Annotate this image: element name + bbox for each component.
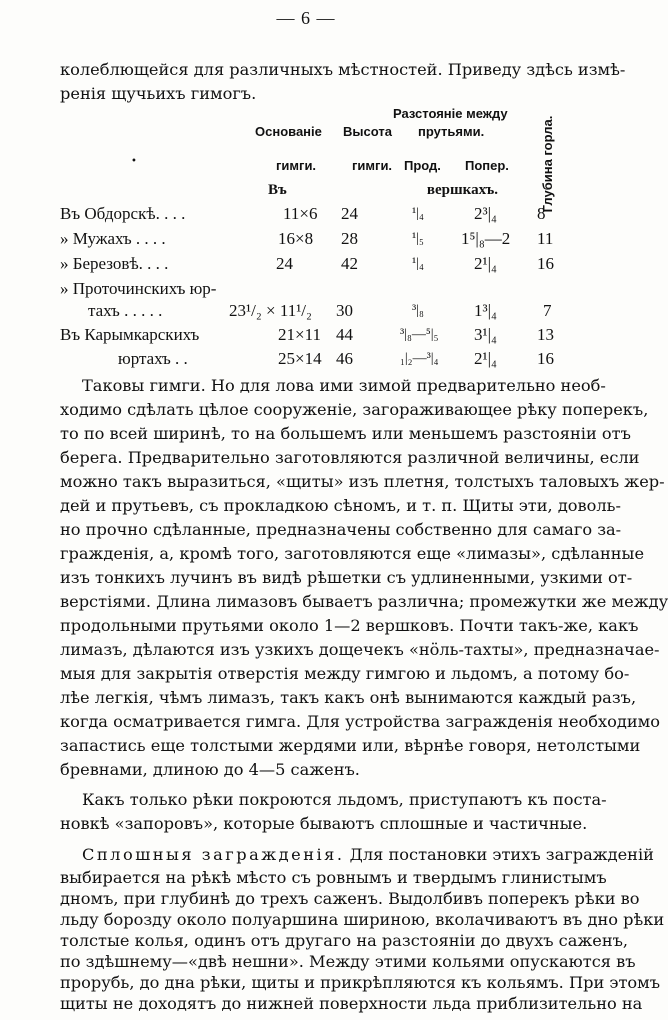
subheader-base: гимги. — [276, 158, 317, 173]
row-base: 24 — [276, 254, 293, 273]
row-depth: 7 — [543, 301, 552, 320]
paragraph-1-line: дей и прутьевъ, съ прокладкою сѣномъ, и т. п. Щиты эти, доволь- — [60, 496, 621, 515]
subheader-cross: Попер. — [465, 158, 509, 173]
units-label: Въ вершкахъ. — [268, 182, 498, 198]
paragraph-2-line: новкѣ «запоровъ», которые бываютъ сплошные и частичные. — [60, 814, 588, 833]
row-depth: 8 — [537, 204, 546, 223]
header-depth-vertical: Глубина горла. — [540, 115, 555, 213]
paragraph-3-line: толстые колья, одинъ отъ другаго на разстояніи до двухъ саженъ, — [60, 931, 629, 950]
paragraph-3-line: дномъ, при глубинѣ до трехъ саженъ. Выдолбивъ поперекъ рѣки во — [60, 889, 640, 908]
paragraph-1-line: гражденія, а, кромѣ того, заготовляются еще «лимазы», сдѣланные — [60, 544, 645, 563]
row-base: 11×6 — [283, 204, 318, 223]
paragraph-1-line: но прочно сдѣланные, предназначены собственно для самаго за- — [60, 520, 622, 539]
paragraph-1-line: берега. Предварительно заготовляются различной величины, если — [60, 448, 640, 467]
paragraph-1-line: запастись еще толстыми жердями или, вѣрнѣе говоря, нетолстыми — [60, 736, 641, 755]
paragraph-1-line: бревнами, длиною до 4—5 саженъ. — [60, 760, 360, 779]
row-cross: 1⁵|₈—2 — [461, 229, 511, 248]
row-long: ₁|₂—³|₄ — [400, 351, 439, 366]
row-height: 44 — [336, 325, 353, 344]
row-height: 28 — [341, 229, 358, 248]
subheader-height: гимги. — [352, 158, 393, 173]
paragraph-3-line: выбирается на рѣкѣ мѣсто съ ровнымъ и твердымъ глинистымъ — [60, 868, 607, 887]
row-height: 24 — [341, 204, 358, 223]
row-place: » Мужахъ . . . . — [60, 229, 166, 248]
paragraph-1-line: мыя для закрытія отверстія между гимгою и льдомъ, а потому бо- — [60, 664, 630, 683]
row-long: ³|₈—⁵|₅ — [400, 327, 439, 342]
header-base: Основаніе — [255, 124, 322, 139]
row-long: ¹|₄ — [412, 206, 424, 221]
row-place: » Березовѣ. . . . — [60, 254, 169, 273]
row-depth: 16 — [537, 349, 554, 368]
row-place: юртахъ . . — [118, 349, 188, 368]
paragraph-3-line: прорубь, до дна рѣки, щиты и прикрѣпляются къ кольямъ. При этомъ — [60, 973, 661, 992]
row-base: 21×11 — [278, 325, 321, 344]
row-depth: 16 — [537, 254, 554, 273]
paragraph-3-first-line: Сплошныя загражденія. Для постановки этихъ загражденій — [82, 845, 654, 864]
row-cross: 2³|₄ — [474, 204, 497, 223]
row-place: Въ Обдорскѣ. . . . — [60, 204, 186, 223]
header-rods: прутьями. — [418, 124, 485, 139]
paragraph-1-line: лимазъ, дѣлаются изъ узкихъ дощечекъ «нöль-тахты», предназначае- — [60, 640, 660, 659]
paragraph-1-line: когда осматривается гимга. Для устройства загражденія необходимо — [60, 712, 661, 731]
row-depth: 11 — [537, 229, 554, 248]
row-depth: 13 — [537, 325, 554, 344]
row-cross: 1³|₄ — [474, 301, 497, 320]
row-height: 46 — [336, 349, 353, 368]
paragraph-3-line: по здѣшнему—«двѣ нешни». Между этими кольями опускаются въ — [60, 952, 636, 971]
paragraph-1-line: продольными прутьями около 1—2 вершковъ. Почти такъ-же, какъ — [60, 616, 639, 635]
header-distance: Разстояніе между — [393, 106, 508, 121]
paragraph-1-line: то по всей ширинѣ, то на большемъ или меньшемъ разстояніи отъ — [60, 424, 631, 443]
paragraph-3-line: льду борозду около полуаршина шириною, вколачиваютъ въ дно рѣки — [60, 910, 665, 929]
row-cross: 3¹|₄ — [474, 325, 497, 344]
row-long: ³|₈ — [412, 303, 424, 318]
row-base: 25×14 — [278, 349, 322, 368]
paragraph-1-line: изъ тонкихъ лучинъ въ видѣ рѣшетки съ удлиненными, узкими от- — [60, 568, 633, 587]
paragraph-2-line: Какъ только рѣки покроются льдомъ, приступаютъ къ поста- — [82, 790, 607, 809]
page-number: — 6 — — [276, 8, 336, 28]
subheader-long: Прод. — [404, 158, 441, 173]
row-cross: 2¹|₄ — [474, 254, 497, 273]
section-heading-spaced: Сплошныя загражденія. — [82, 845, 345, 864]
row-long: ¹|₅ — [412, 231, 424, 246]
paragraph-1-line: верстіями. Длина лимазовъ бываетъ различна; промежутки же между — [60, 592, 668, 611]
paragraph-3-line: щиты не доходятъ до нижней поверхности льда приблизительно на — [60, 994, 643, 1013]
row-base: 16×8 — [278, 229, 314, 248]
stray-dot: • — [131, 156, 137, 167]
intro-line-2: ренія щучьихъ гимогъ. — [60, 84, 257, 103]
row-long: ¹|₄ — [412, 256, 424, 271]
row-place: Въ Карымкарскихъ — [60, 325, 200, 344]
paragraph-1-line: лѣе легкія, чѣмъ лимазъ, такъ какъ онѣ вынимаются каждый разъ, — [60, 688, 637, 707]
row-place: тахъ . . . . . — [88, 301, 163, 320]
header-height: Высота — [343, 124, 392, 139]
paragraph-1-line: Таковы гимги. Но для лова ими зимой предварительно необ- — [82, 376, 606, 395]
row-place: » Проточинскихъ юр- — [60, 279, 217, 298]
intro-line-1: колеблющейся для различныхъ мѣстностей. Приведу здѣсь измѣ- — [60, 60, 626, 79]
row-height: 30 — [336, 301, 353, 320]
paragraph-1-line: можно такъ выразиться, «щиты» изъ плетня, толстыхъ таловыхъ жер- — [60, 472, 665, 491]
row-height: 42 — [341, 254, 358, 273]
row-cross: 2¹|₄ — [474, 349, 497, 368]
row-base: 23¹/₂ × 11¹/₂ — [229, 301, 312, 320]
paragraph-1-line: ходимо сдѣлать цѣлое сооруженіе, загораживающее рѣку поперекъ, — [60, 400, 649, 419]
